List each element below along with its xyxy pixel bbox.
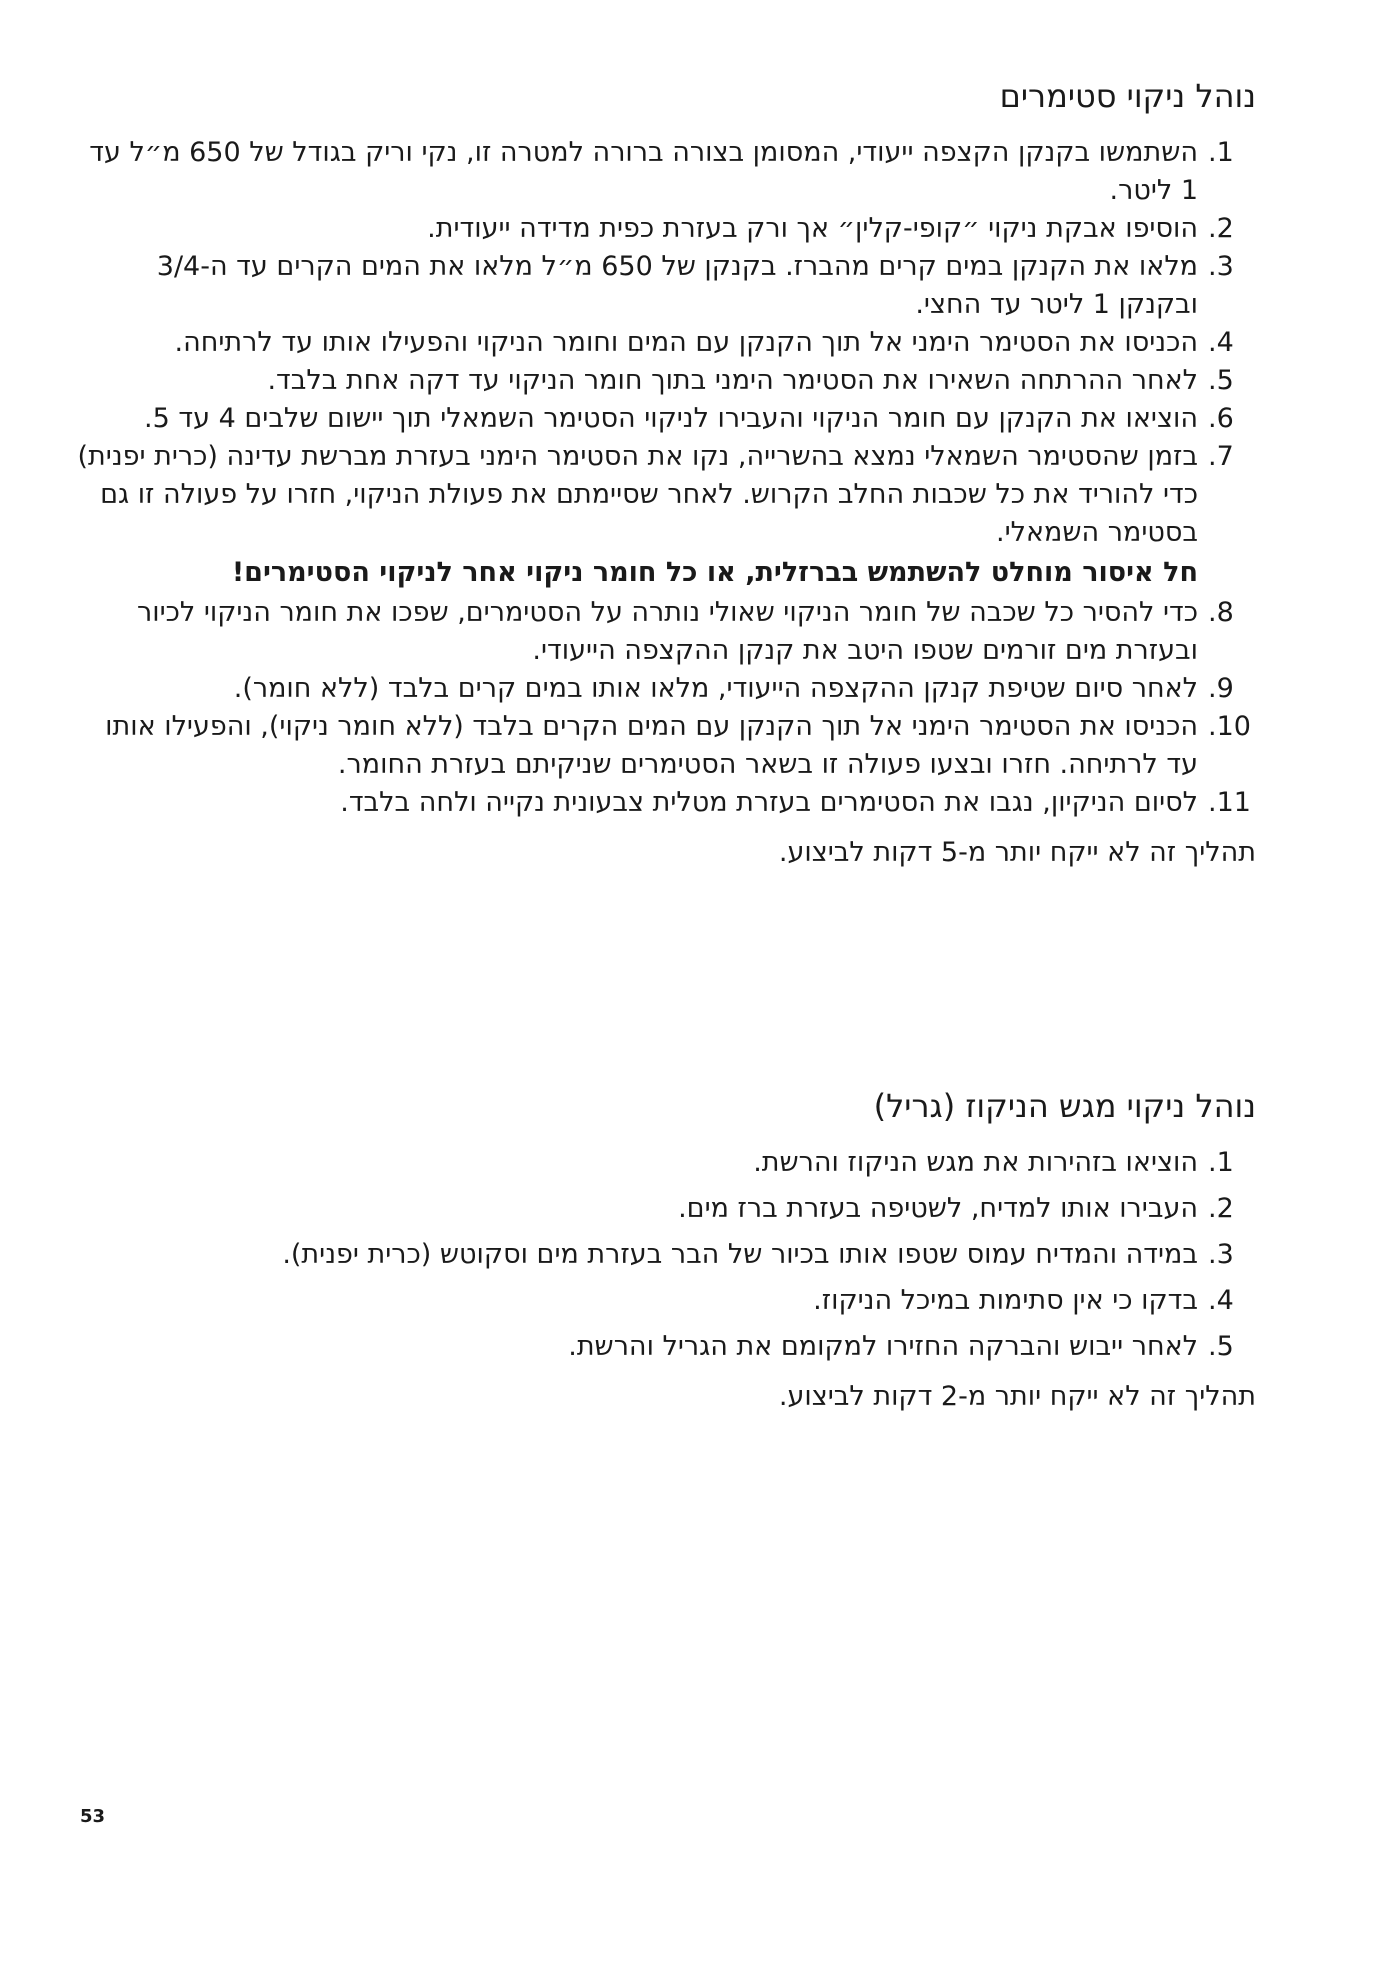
step-number: .1 [1208,1147,1234,1178]
steps-list [76,1144,1256,1366]
warning-text: חל איסור מוחלט להשתמש בברזלית, או כל חומר ניקוי אחר לניקוי הסטימרים! [231,557,1198,588]
steps-list [76,134,1256,552]
step-text: הכניסו את הסטימר הימני אל תוך הקנקן עם המים הקרים בלבד (ללא חומר ניקוי), והפעילו אותו עד לרתיחה. חזרו ובצעו פעולה זו בשאר הסטימרים שניקיתם בעזרת החומר. [105,711,1198,780]
step-text: בדקו כי אין סתימות במיכל הניקוז. [813,1285,1198,1316]
drip-tray-cleaning-section [76,1082,1256,1416]
list-item [76,134,1256,210]
duration-note: תהליך זה לא ייקח יותר מ-5 דקות לביצוע. [778,837,1256,868]
step-text: בזמן שהסטימר השמאלי נמצא בהשרייה, נקו את הסטימר הימני בעזרת מברשת עדינה (כרית יפנית) כדי להוריד את כל שכבות החלב הקרוש. לאחר שסיימתם את פעולת הניקוי, חזרו על פעולה זו גם בסטימר השמאלי. [77,441,1198,548]
step-text: לאחר סיום שטיפת קנקן ההקצפה הייעודי, מלאו אותו במים קרים בלבד (ללא חומר). [233,673,1198,704]
list-item [76,1144,1256,1182]
step-number: .4 [1208,1285,1234,1316]
list-item [76,1190,1256,1228]
step-text: הוציאו בזהירות את מגש הניקוז והרשת. [753,1147,1198,1178]
page-number: 53 [80,1806,106,1827]
step-text: השתמשו בקנקן הקצפה ייעודי, המסומן בצורה ברורה למטרה זו, נקי וריק בגודל של 650 מ״ל עד 1 ליטר. [89,137,1198,206]
list-item [76,1236,1256,1274]
step-number: .2 [1208,213,1234,244]
step-text: הכניסו את הסטימר הימני אל תוך הקנקן עם המים וחומר הניקוי והפעילו אותו עד לרתיחה. [174,327,1198,358]
step-number: .5 [1208,365,1234,396]
step-number: .2 [1208,1193,1234,1224]
step-text: הוסיפו אבקת ניקוי ״קופי-קלין״ אך ורק בעזרת כפית מדידה ייעודית. [427,213,1198,244]
duration-note: תהליך זה לא ייקח יותר מ-2 דקות לביצוע. [778,1381,1256,1412]
list-item [76,438,1256,552]
step-text: כדי להסיר כל שכבה של חומר הניקוי שאולי נותרה על הסטימרים, שפכו את חומר הניקוי לכיור ובעזרת מים זורמים שטפו היטב את קנקן ההקצפה הייעודי. [136,597,1198,666]
section-title: נוהל ניקוי סטימרים [999,77,1256,115]
steps-list-continued [76,594,1256,822]
list-item [76,594,1256,670]
list-item [76,400,1256,438]
list-item [76,324,1256,362]
step-text: לאחר ההרתחה השאירו את הסטימר הימני בתוך חומר הניקוי עד דקה אחת בלבד. [267,365,1198,396]
step-text: לאחר ייבוש והברקה החזירו למקומם את הגריל והרשת. [568,1331,1198,1362]
step-number: .4 [1208,327,1234,358]
list-item [76,248,1256,324]
section-title: נוהל ניקוי מגש הניקוז (גריל) [873,1087,1256,1125]
list-item [76,1328,1256,1366]
list-item [76,1282,1256,1320]
step-number: .3 [1208,251,1234,282]
step-text: העבירו אותו למדיח, לשטיפה בעזרת ברז מים. [678,1193,1198,1224]
step-number: .3 [1208,1239,1234,1270]
step-number: .8 [1208,597,1234,628]
list-item [76,210,1256,248]
step-number: .6 [1208,403,1234,434]
step-number: .10 [1208,711,1251,742]
step-text: מלאו את הקנקן במים קרים מהברז. בקנקן של 650 מ״ל מלאו את המים הקרים עד ה-3/4 ובקנקן 1 ליטר עד החצי. [156,251,1198,320]
steamer-cleaning-section [76,72,1256,872]
step-number: .1 [1208,137,1234,168]
step-number: .11 [1208,787,1251,818]
list-item [76,362,1256,400]
step-number: .5 [1208,1331,1234,1362]
list-item [76,784,1256,822]
list-item [76,708,1256,784]
step-text: במידה והמדיח עמוס שטפו אותו בכיור של הבר בעזרת מים וסקוטש (כרית יפנית). [282,1239,1198,1270]
step-number: .7 [1208,441,1234,472]
list-item [76,670,1256,708]
step-text: הוציאו את הקנקן עם חומר הניקוי והעבירו לניקוי הסטימר השמאלי תוך יישום שלבים 4 עד 5. [144,403,1198,434]
step-number: .9 [1208,673,1234,704]
step-text: לסיום הניקיון, נגבו את הסטימרים בעזרת מטלית צבעונית נקייה ולחה בלבד. [340,787,1198,818]
